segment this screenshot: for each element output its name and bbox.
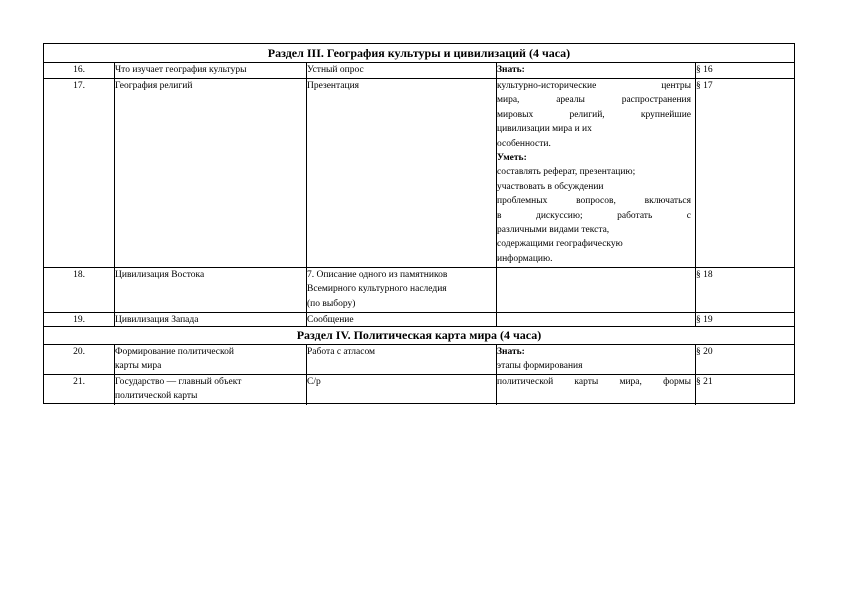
col-divider [695, 62, 696, 326]
row-number: 16. [73, 65, 85, 75]
requirement-line: информацию. [497, 253, 553, 264]
requirement-line: особенности. [497, 138, 551, 149]
control-form-line: (по выбору) [307, 298, 356, 309]
paragraph-ref: § 18 [696, 270, 713, 280]
row-number: 21. [73, 377, 85, 387]
lesson-topic-line: Государство — главный объект [115, 377, 242, 387]
lesson-topic: Что изучает география культуры [115, 65, 247, 75]
requirement-line: участвовать в обсуждении [497, 181, 604, 192]
requirement-line: составлять реферат, презентацию; [497, 167, 636, 178]
requirement-line: культурно-исторические центры [497, 81, 691, 91]
lesson-topic-line: карты мира [115, 361, 162, 372]
paragraph-ref: § 19 [696, 314, 713, 325]
paragraph-ref: § 20 [696, 347, 713, 357]
row-number: 17. [73, 81, 85, 91]
row-number: 19. [73, 314, 85, 325]
col-divider [114, 62, 115, 326]
requirement-line: цивилизации мира и их [497, 124, 592, 135]
control-form-line: Всемирного культурного наследия [307, 284, 447, 295]
requirement-line: содержащими географическую [497, 239, 623, 250]
lesson-topic: География религий [115, 81, 193, 91]
requirement-line: различными видами текста, [497, 225, 610, 235]
section-title: Раздел III. География культуры и цивилизаций (4 часа) [267, 46, 571, 60]
paragraph-ref: § 16 [696, 65, 713, 75]
control-form-line: 7. Описание одного из памятников [307, 270, 448, 280]
row-number: 20. [73, 347, 85, 357]
section-title: Раздел IV. Политическая карта мира (4 часа) [296, 328, 542, 342]
paragraph-ref: § 21 [696, 377, 713, 387]
curriculum-table [43, 43, 795, 404]
control-form: Сообщение [307, 314, 354, 325]
know-label: Знать: [497, 347, 525, 357]
lesson-topic-line: политической карты [115, 391, 198, 402]
requirement-line: этапы формирования [497, 361, 583, 372]
know-label: Знать: [497, 65, 525, 75]
requirement-line: мира, ареалы распространения [497, 95, 691, 106]
able-label: Уметь: [497, 153, 527, 163]
requirement-line: в дискуссию; работать с [497, 210, 691, 221]
requirement-line: мировых религий, крупнейшие [497, 109, 691, 120]
lesson-topic: Цивилизация Запада [115, 314, 199, 325]
control-form: С/р [307, 377, 321, 387]
row-number: 18. [73, 270, 85, 280]
control-form: Работа с атласом [307, 347, 376, 357]
paragraph-ref: § 17 [696, 81, 713, 91]
requirement-line: проблемных вопросов, включаться [497, 196, 691, 207]
control-form: Устный опрос [307, 65, 364, 75]
lesson-topic-line: Формирование политической [115, 347, 234, 357]
control-form: Презентация [307, 81, 360, 91]
lesson-topic: Цивилизация Востока [115, 270, 205, 280]
requirement-line: политической карты мира, формы [497, 377, 691, 387]
